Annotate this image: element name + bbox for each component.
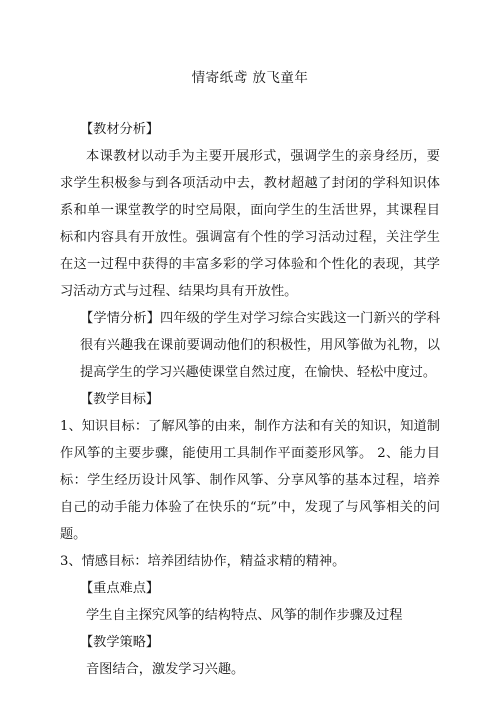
- key-points-paragraph: 学生自主探究风筝的结构特点、风筝的制作步骤及过程: [86, 608, 403, 623]
- analysis-heading: 【教材分析】: [80, 122, 160, 137]
- analysis-paragraph: 本课教材以动手为主要开展形式，强调学生的亲身经历，要求学生积极参与到各项活动中去，教材超越了封闭的学科知识体系和单一课堂教学的时空局限，面向学生的生活世界，其课程目标和内容具有开放性。强调富有个性的学习活动过程，关注学生在这一过程中获得的丰富多彩的学习体验和个性化的表现，其学习活动方式与过程、结果均具有开放性。: [60, 149, 440, 299]
- strategy-heading: 【教学策略】: [80, 635, 160, 650]
- document-title: 情寄纸鸢 放飞童年: [191, 70, 309, 86]
- key-points-heading: 【重点难点】: [80, 581, 160, 596]
- student-heading: 【学情分析】: [80, 311, 161, 326]
- goals-heading: 【教学目标】: [80, 392, 160, 407]
- goal-knowledge-ability: 1、知识目标：了解风筝的由来，制作方法和有关的知识，知道制作风筝的主要步骤，能使用工具制作平面菱形风筝。 2、能力目标：学生经历设计风筝、制作风筝、分享风筝的基本过程，培养自己的动手能力体验了在快乐的“玩”中，发现了与风筝相关的问题。: [60, 419, 440, 542]
- student-paragraph: 四年级的学生对学习综合实践这一门新兴的学科很有兴趣我在课前要调动他们的积极性，用风筝做为礼物，以提高学生的学习兴趣使课堂自然过度，在愉快、轻松中度过。: [80, 311, 441, 380]
- document-body: [60, 116, 440, 683]
- strategy-paragraph: 音图结合，激发学习兴趣。: [86, 662, 245, 677]
- goal-emotion: 3、情感目标：培养团结协作，精益求精的精神。: [60, 554, 346, 569]
- student-analysis: [60, 305, 440, 386]
